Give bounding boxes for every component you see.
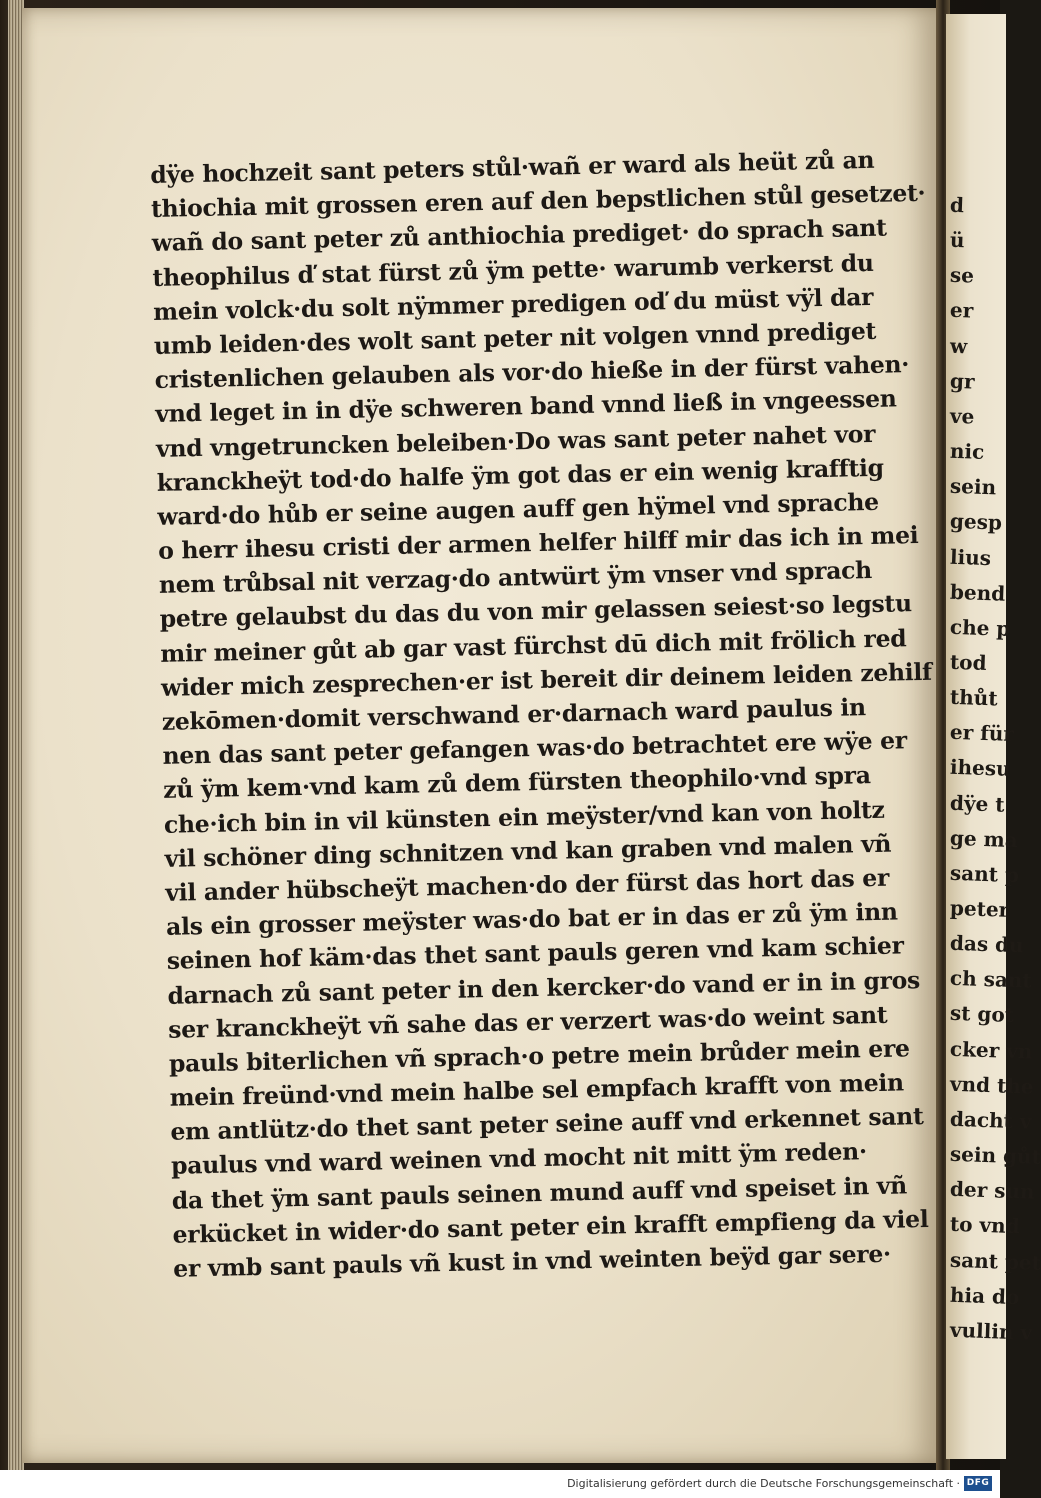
- facing-page-fragment: gr: [949, 368, 975, 394]
- text-line: petre gelaubst du das du von mir gelassen seiest·so legstu: [159, 589, 912, 634]
- facing-page-fragment: to vnd: [949, 1211, 1021, 1239]
- facing-page-fragment: tod: [949, 649, 987, 676]
- facing-page-fragment: vnd the: [949, 1071, 1035, 1099]
- facing-page-fragment: dÿe t: [949, 790, 1005, 817]
- text-line: paulus vnd ward weinen vnd mocht nit mitt ÿm reden·: [170, 1137, 868, 1181]
- text-line: umb leiden·des wolt sant peter nit volgen vnnd prediget: [153, 316, 877, 360]
- text-line: ser kranckheÿt vñ sahe das er verzert was·do weint sant: [167, 1000, 888, 1044]
- text-line: vil ander hübscheÿt machen·do der fürst das hort das er: [165, 863, 890, 907]
- facing-page-fragment: vullin v: [949, 1317, 1033, 1345]
- facing-page-fragment: nic: [949, 438, 985, 464]
- text-line: kranckheÿt tod·do halfe ÿm got das er ein wenig krafftig: [156, 453, 885, 497]
- text-line: zů ÿm kem·vnd kam zů dem fürsten theophilo·vnd spra: [162, 761, 871, 805]
- text-line: cristenlichen gelauben als vor·do hieße in der fürst vahen·: [154, 350, 910, 395]
- text-line: thiochia mit grossen eren auf den bepstlichen stůl gesetzet·: [150, 178, 926, 224]
- text-line: ward·do hůb er seine augen auff gen hÿmel vnd sprache: [157, 487, 880, 531]
- facing-page: [946, 14, 1041, 1459]
- facing-page-fragment: sant p: [949, 860, 1020, 888]
- facing-page-fragment: ve: [949, 403, 975, 429]
- text-line: vil schöner ding schnitzen vnd kan graben vnd malen vñ: [164, 829, 892, 873]
- text-line: che·ich bin in vil künsten ein meÿster/vnd kan von holtz: [163, 795, 885, 839]
- funding-credit: Digitalisierung gefördert durch die Deutsche Forschungsgemeinschaft ·: [567, 1477, 960, 1490]
- facing-page-fragment: sein gůt: [949, 1141, 1041, 1169]
- facing-page-fragment: das du: [949, 930, 1025, 958]
- facing-page-fragment: cker vn: [949, 1036, 1033, 1064]
- facing-page-fragment: lius: [949, 544, 992, 571]
- text-line: erkücket in wider·do sant peter ein krafft empfieng da viel: [172, 1204, 929, 1249]
- facing-page-fragment: se: [949, 262, 975, 288]
- text-line: darnach zů sant peter in den kercker·do vand er in in gros: [167, 965, 921, 1010]
- text-line: er vmb sant pauls vñ kust in vnd weinten beÿd gar sere·: [172, 1239, 892, 1283]
- facing-page-fragment: bend: [949, 579, 1006, 606]
- facing-page-fragment: ihesu: [949, 754, 1012, 781]
- text-line: vnd leget in in dÿe schweren band vnnd ließ in vngeessen: [155, 384, 897, 429]
- text-line: em antlütz·do thet sant peter seine auff vnd erkennet sant: [170, 1102, 924, 1147]
- text-line: dÿe hochzeit sant peters stůl·wañ er ward als heüt zů an: [150, 145, 875, 189]
- facing-page-fragment: ch sant: [949, 965, 1033, 993]
- facing-page-fragment: er für: [949, 719, 1015, 747]
- text-line: wañ do sant peter zů anthiochia prediget· do sprach sant: [151, 213, 887, 258]
- facing-page-fragment: ü: [949, 227, 965, 253]
- facing-page-fragment: dacht v: [949, 1106, 1032, 1134]
- text-line: pauls biterlichen vñ sprach·o petre mein brůder mein ere: [168, 1034, 910, 1078]
- page-text: [150, 142, 933, 1286]
- facing-page-fragment: peter: [949, 895, 1010, 922]
- text-line: theophilus ď stat fürst zů ÿm pette· warumb verkerst du: [152, 248, 874, 292]
- facing-page-fragment: der sun: [949, 1176, 1035, 1204]
- text-line: wider mich zesprechen·er ist bereit dir deinem leiden zehilf: [160, 657, 933, 702]
- text-line: da thet ÿm sant pauls seinen mund auff vnd speiset in vñ: [171, 1171, 908, 1215]
- facing-page-fragment: sein: [949, 473, 997, 500]
- facing-page-fragment: ge ma: [949, 825, 1019, 853]
- text-line: mein volck·du solt nÿmmer predigen oď du müst vÿl dar: [152, 282, 874, 326]
- facing-page-fragment: sant pet: [949, 1247, 1041, 1275]
- facing-page-fragment: hia do: [949, 1282, 1020, 1310]
- facing-page-fragment: gesp: [949, 508, 1003, 535]
- text-line: nem trůbsal nit verzag·do antwürt ÿm vnser vnd sprach: [158, 556, 873, 600]
- text-line: vnd vngetruncken beleiben·Do was sant peter nahet vor: [155, 419, 876, 463]
- text-line: zekōmen·domit verschwand er·darnach ward paulus in: [161, 693, 867, 736]
- text-line: o herr ihesu cristi der armen helfer hilff mir das ich in mei: [157, 521, 919, 565]
- facing-page-fragment: che p: [949, 614, 1011, 641]
- dfg-logo: DFG: [964, 1476, 992, 1491]
- text-line: seinen hof käm·das thet sant pauls geren vnd kam schier: [166, 931, 904, 976]
- digitization-footer: [0, 1470, 1000, 1498]
- text-line: mir meiner gůt ab gar vast fürchst dū dich mit frölich red: [160, 623, 907, 668]
- text-line: als ein grosser meÿster was·do bat er in das er zů ÿm inn: [165, 897, 898, 941]
- facing-page-fragment: thůt: [949, 684, 998, 711]
- facing-page-fragment: st got: [949, 1000, 1015, 1028]
- facing-page-fragment: er: [949, 297, 974, 323]
- facing-page-fragment: w: [949, 333, 968, 359]
- text-line: nen das sant peter gefangen was·do betrachtet ere wÿe er: [162, 726, 908, 771]
- text-line: mein freünd·vnd mein halbe sel empfach krafft von mein: [169, 1068, 905, 1112]
- facing-page-fragment: d: [949, 192, 965, 218]
